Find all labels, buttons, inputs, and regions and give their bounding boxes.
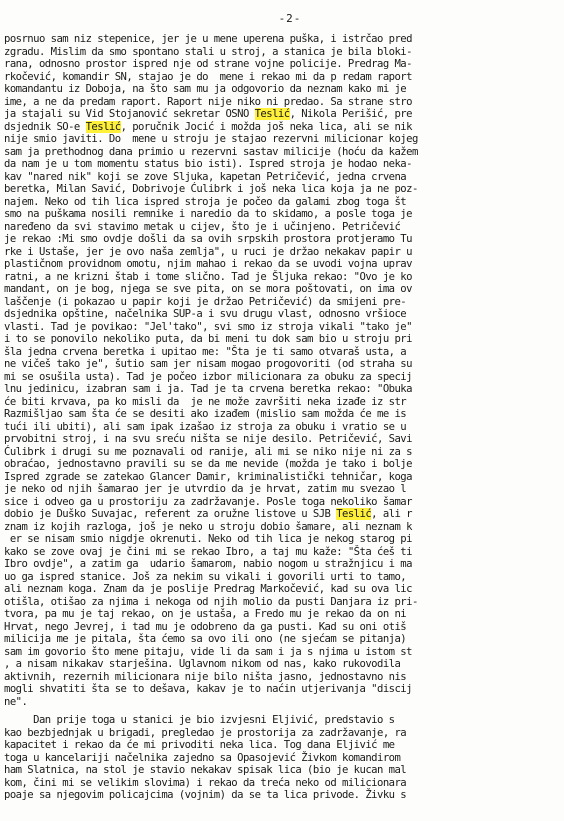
text-line: nije smio javiti. Do mene u stroju je stajao rezervni milicionar kojeg (4, 133, 418, 145)
highlighted-term: Teslić (336, 508, 372, 520)
text-line: kav "nared nik" koji se zove Sljuka, kapetan Petričević, jedna crvena (4, 170, 407, 183)
text-line: Ćulibrk i drugi su me poznavali od ranije, ali mi se niko nije ni za s (4, 445, 412, 458)
text-line: dsjednika opštine, načelnika SUP-a i svu drugu vlast, odnosno vršioce (4, 308, 407, 320)
text-line: laščenje (i pokazao u papir koji je držao Petričević) da smijeni pre- (4, 295, 407, 308)
text-line: toga u kancelariji načelnika zajedno sa Opasojević Živkom komandirom (4, 751, 401, 764)
text-line: poaje sa njegovim policajcima (vojnim) da se ta lica privode. Živku s (4, 789, 407, 801)
text-line: sam im govorio što mene pitaju, vide li da sam i ja s njima u istom st (4, 645, 412, 658)
text-line: mandant, on je bog, njega se sve pita, on se mora poštovati, on ima ov (4, 283, 412, 295)
text-line: rkočević, komandir SN, stajao je do mene i rekao mi da p redam raport (4, 70, 412, 83)
text-line: obraćao, jednostavno pravili su se da me nevide (možda je tako i bolje (4, 458, 412, 470)
text-line: er se nisam smio nigdje okrenuti. Neko od tih lica je nekog starog pi (4, 533, 412, 545)
text-line: najem. Neko od tih lica ispred stroja je počeo da galami zbog toga št (4, 195, 407, 208)
text-line: naređeno da svi stavimo metak u cijev, što je i učinjeno. Petričević (4, 220, 401, 233)
text-line: Razmišljao sam šta će se desiti ako izađem (mislio sam možda će me is (4, 408, 407, 420)
text-line: dobio je Duško Suvajac, referent za oružne listove u SJB Teslić, ali r (4, 508, 412, 520)
text-line: ne vičeš tako je", šutio sam jer nisam mogao progovoriti (od straha su (4, 358, 412, 370)
page-number: -2- (278, 12, 302, 25)
text-line: aktivnih, rezernih milicionara nije bilo ništa jasno, jednostavno nis (4, 670, 407, 683)
text-line: ham Slatnica, na stol je stavio nekakav spisak lica (bio je kucan mal (4, 764, 407, 776)
text-line: tući ili ubiti), ali sam ipak izašao iz stroja za obuku i vratio se u (4, 420, 407, 433)
text-line: vlasti. Tad je povikao: "Jel'tako", svi smo iz stroja vikali "tako je" (4, 320, 412, 333)
text-line: plastičnom providnom omotu, njim mahao i rekao da se uvodi vojna uprav (4, 258, 412, 270)
text-line: šla jedna crvena beretka i upitao me: "Šta je ti samo otvaraš usta, a (4, 345, 407, 358)
text-line: Dan prije toga u stanici je bio izvjesni Eljivić, predstavio s (4, 714, 395, 726)
text-line: Ispred zgrade se zatekao Glancer Damir, kriminalistički tehničar, koga (4, 470, 412, 483)
text-line: beretka, Milan Savić, Dobrivoje Ćulibrk i još neka lica koja ja ne poz- (4, 183, 418, 195)
text-line: ali neznam koga. Znam da je poslije Predrag Markočević, kad su ova lic (4, 583, 412, 595)
text-line: kapacitet i rekao da će mi privoditi neka lica. Tog dana Eljivić me (4, 739, 395, 751)
text-line: prvobitni stroj, i na svu sreću ništa se nije desilo. Petričević, Savi (4, 433, 412, 445)
text-line: smo na puškama nosili remnike i naredio da to skidamo, a posle toga je (4, 208, 412, 220)
text-line: će biti krvava, pa ko misli da je ne može završiti neka izađe iz str (4, 395, 407, 408)
text-line: ratni, a ne krizni štab i tome slično. Tad je Šljuka rekao: "Ovo je ko (4, 270, 412, 283)
text-line: lnu jedinicu, izabran sam i ja. Tad je ta crvena beretka rekao: "Obuka (4, 383, 412, 395)
paragraph-2 (4, 714, 556, 802)
text-line: je rekao :Mi smo ovdje došli da sa ovih srpskih prostora protjeramo Tu (4, 233, 412, 245)
text-line: komandantu iz Doboja, na što sam mu ja odgovorio da neznam kako mi je (4, 83, 407, 95)
text-line: Ibro ovdje", a zatim ga udario šamarom, nabio nogom u stražnjicu i ma (4, 558, 412, 570)
text-line: sam ja prethodnog dana primio u rezervni sastav milicije (hoću da kažem (4, 145, 418, 158)
paragraph-1 (4, 33, 556, 708)
text-line: milicija me je pitala, šta ćemo sa ovo ili ono (ne sjećam se pitanja) (4, 633, 407, 645)
text-line: ja stajali su Vid Stojanović sekretar OSNO Teslić, Nikola Perišić, pre (4, 108, 412, 120)
text-line: Hrvat, nego Jevrej, i tad mu je odobreno da ga pusti. Kad su oni otiš (4, 620, 407, 633)
text-line: rana, odnosno prostor ispred nje od strane vojne policije. Predrag Ma- (4, 58, 412, 70)
highlighted-term: Teslić (254, 108, 290, 120)
text-line: otišla, otišao za njima i nekoga od njih molio da pusti Danjara iz pri- (4, 595, 418, 608)
text-line: kao bezbjednjak u brigadi, pregledao je prostorija za zadržavanje, ra (4, 726, 407, 739)
text-line: mogli shvatiti šta se to dešava, kakav je to naćin utjerivanja "discij (4, 683, 412, 695)
text-line: ime, a ne da predam raport. Raport nije niko ni predao. Sa strane stro (4, 95, 412, 108)
highlighted-term: Teslić (85, 120, 121, 133)
text-line: je neko od njih šamarao jer je utvrdio da je hrvat, zatim mu svezao l (4, 483, 407, 495)
text-line: kako se zove ovaj je čini mi se rekao Ibro, a taj mu kaže: "Šta ćeš ti (4, 545, 412, 558)
text-line: uo ga ispred stanice. Još za nekim su vikali i govorili urti to tamo, (4, 570, 407, 583)
text-line: sice i odveo ga u prostoriju za zadržavanje. Posle toga nekoliko šamar (4, 495, 412, 508)
text-line: i to se ponovilo nekoliko puta, da bi meni tu dok sam bio u stroju pri (4, 333, 412, 345)
text-line: znam iz kojih razloga, još je neko u stroju dobio šamare, ali neznam k (4, 520, 412, 533)
text-line: kom, čini mi se velikim slovima) i rekao da treća neko od milicionara (4, 776, 407, 789)
text-line: , a nisam nikakav starješina. Uglavnom nikom od nas, kako rukovodila (4, 658, 401, 670)
text-line: tvora, pa mu je taj rekao, on je ustaša, a Fredo mu je rekao da on ni (4, 608, 407, 620)
text-line: da nam je u tom momentu status bio isti). Ispred stroja je hodao neka- (4, 158, 412, 170)
text-line: ne". (4, 695, 28, 708)
text-line: rke i Ustaše, jer je ovo naša zemlja", u ruci je držao nekakav papir u (4, 245, 412, 258)
text-line: dsjednik SO-e Teslić, poručnik Jocić i možda još neka lica, ali se nik (4, 120, 412, 133)
text-line: mi se osušila usta). Tad je počeo izbor milicionara za obuku za specij (4, 370, 412, 383)
text-line: posrnuo sam niz stepenice, jer je u mene uperena puška, i istrčao pred (4, 33, 412, 45)
text-line: zgradu. Mislim da smo spontano stali u stroj, a stanica je bila bloki- (4, 45, 412, 58)
